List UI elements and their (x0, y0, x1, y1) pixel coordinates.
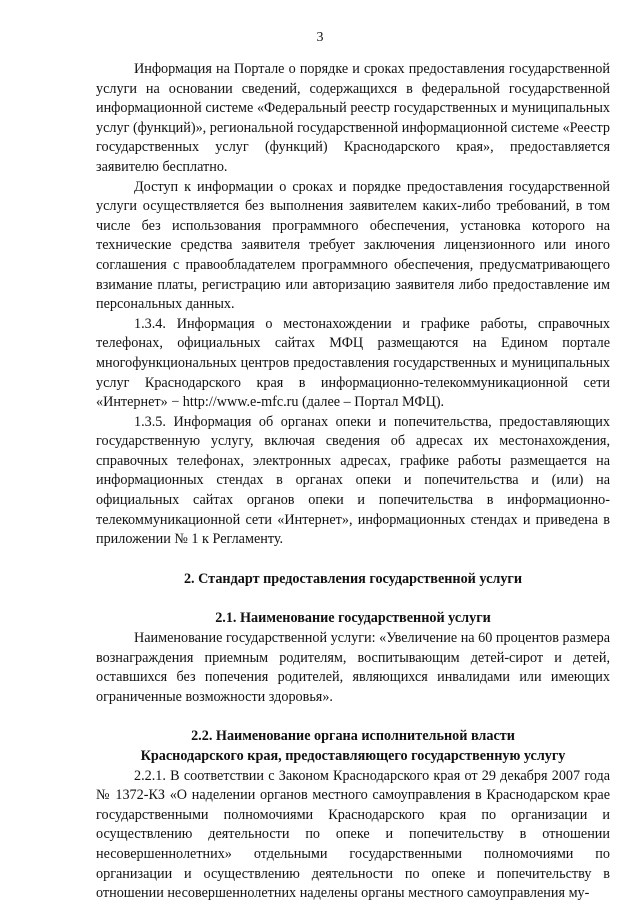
paragraph-1-3-4: 1.3.4. Информация о местонахождении и графике работы, справочных телефонах, официальных сайтах МФЦ размещаются на Едином портале многофункциональных центров предоставления государственных и муниципальных услуг Краснодарского края в информационно-телекоммуникационной сети «Интернет» − http://www.e-mfc.ru (далее – Портал МФЦ). (96, 315, 610, 411)
section-2-2-heading (96, 727, 610, 766)
document-body (96, 60, 610, 904)
section-2-heading: 2. Стандарт предоставления государственной услуги (183, 570, 523, 587)
section-2-1-heading: 2.1. Наименование государственной услуги (215, 610, 491, 627)
paragraph-1-3-5: 1.3.5. Информация об органах опеки и попечительства, предоставляющих государственную услугу, включая сведения об адресах их местонахождения, справочных телефонах, электронных адресах, графике работы размещается на информационных стендах в органах опеки и попечительства и (или) на официальных сайтах органов опеки и попечительства в информационно-телекоммуникационной сети «Интернет», информационных стендах и приведена в приложении № 1 к Регламенту. (96, 413, 610, 548)
page-number: 3 (316, 30, 324, 45)
paragraph-portal-info: Информация на Портале о порядке и сроках предоставления государственной услуги на основании сведений, содержащихся в федеральной государственной информационной системе «Федеральный реестр государственных и муниципальных услуг (функций)», региональной государственной информационной системе «Реестр государственных услуг (функций) Краснодарского края», предоставляется заявителю бесплатно. (96, 61, 610, 175)
section-2-2-heading-line2: Краснодарского края, предоставляющего государственную услугу (140, 748, 566, 764)
section-2-2-heading-line1: 2.2. Наименование органа исполнительной власти (191, 728, 515, 745)
paragraph-access-info: Доступ к информации о сроках и порядке предоставления государственной услуги осуществляется без выполнения заявителем каких-либо требований, в том числе без использования программного обеспечения, установка которого на технические средства заявителя требует заключения лицензионного или иного соглашения с правообладателем программного обеспечения, предусматривающего взимание платы, регистрацию или авторизацию заявителя либо предоставление им персональных данных. (96, 178, 610, 313)
paragraph-service-name: Наименование государственной услуги: «Увеличение на 60 процентов размера вознаграждения приемным родителям, воспитывающим детей-сирот и детей, оставшихся без попечения родителей, являющихся инвалидами или имеющих ограниченные возможности здоровья». (96, 630, 610, 705)
paragraph-2-2-1: 2.2.1. В соответствии с Законом Краснодарского края от 29 декабря 2007 года № 1372-КЗ «О наделении органов местного самоуправления в Краснодарском крае государственными полномочиями Краснодарского края по организации и осуществлению деятельности по опеке и попечительству в отношении несовершеннолетних» отдельными государственными полномочиями по организации и осуществлению деятельности по опеке и попечительству в отношении несовершеннолетних наделены органы местного самоуправления му- (96, 767, 610, 902)
